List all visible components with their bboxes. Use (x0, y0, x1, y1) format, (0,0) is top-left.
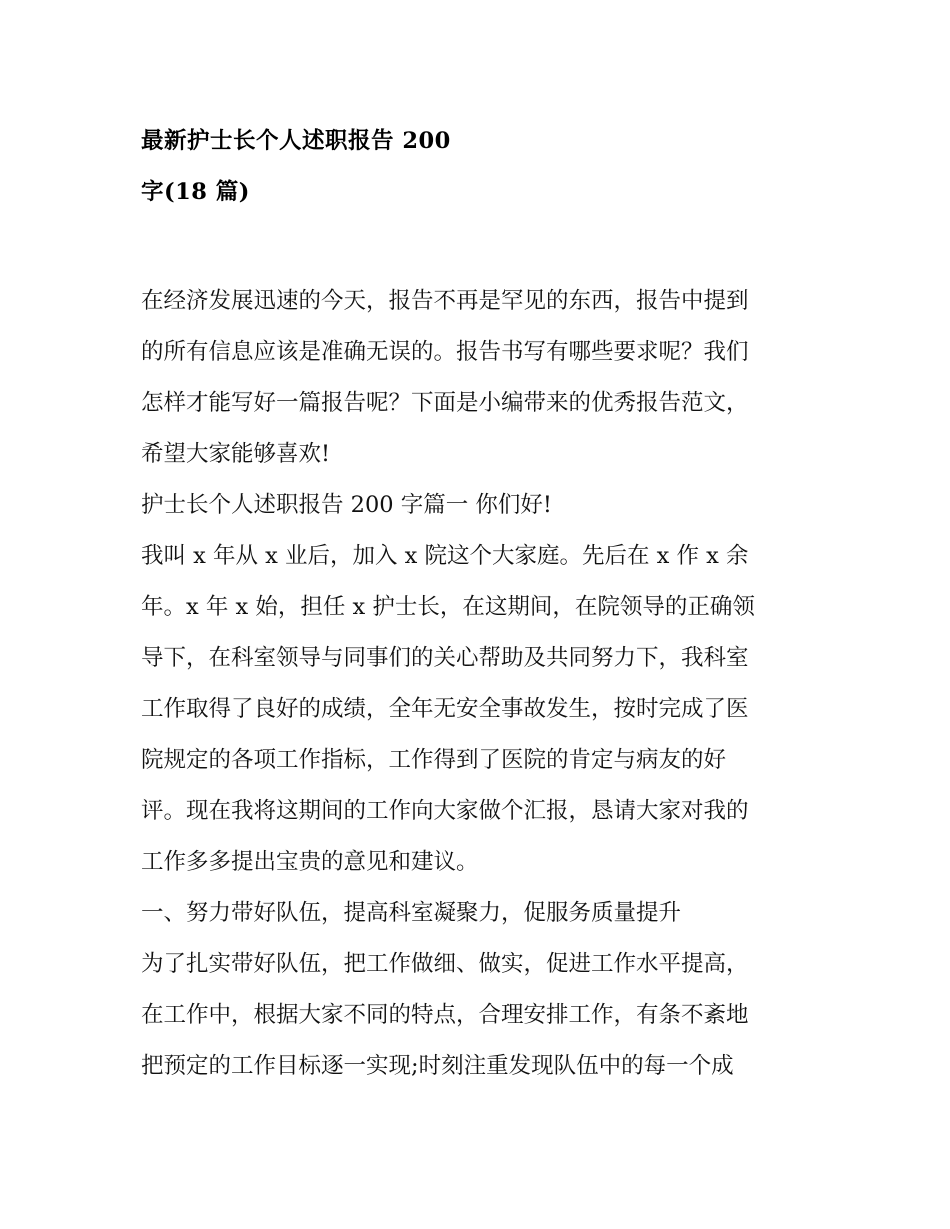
body-line: 工作取得了良好的成绩，全年无安全事故发生，按时完成了医 (141, 696, 749, 722)
intro-line: 怎样才能写好一篇报告呢？下面是小编带来的优秀报告范文， (141, 390, 749, 416)
document-body (141, 276, 831, 1092)
body-line: 为了扎实带好队伍，把工作做细、做实，促进工作水平提高， (141, 951, 749, 977)
document-title (141, 116, 831, 218)
body-line: 院规定的各项工作指标，工作得到了医院的肯定与病友的好 (141, 747, 727, 773)
body-line: 我叫 x 年从 x 业后，加入 x 院这个大家庭。先后在 x 作 x 余 (141, 543, 749, 569)
intro-line: 在经济发展迅速的今天，报告不再是罕见的东西，报告中提到 (141, 288, 749, 314)
section-heading-line: 护士长个人述职报告 200 字篇一 你们好! (141, 492, 552, 518)
title-line: 字(18 篇) (141, 179, 250, 205)
intro-line: 希望大家能够喜欢! (141, 441, 331, 467)
title-line: 最新护士长个人述职报告 200 (141, 128, 451, 154)
intro-line: 的所有信息应该是准确无误的。报告书写有哪些要求呢？我们 (141, 339, 749, 365)
body-line: 评。现在我将这期间的工作向大家做个汇报，恳请大家对我的 (141, 798, 749, 824)
subheading-line: 一、努力带好队伍，提高科室凝聚力，促服务质量提升 (141, 900, 682, 926)
body-line: 在工作中，根据大家不同的特点，合理安排工作，有条不紊地 (141, 1002, 749, 1028)
body-line: 导下，在科室领导与同事们的关心帮助及共同努力下，我科室 (141, 645, 749, 671)
body-line: 年。x 年 x 始，担任 x 护士长，在这期间，在院领导的正确领 (141, 594, 755, 620)
body-line: 工作多多提出宝贵的意见和建议。 (141, 849, 479, 875)
body-line: 把预定的工作目标逐一实现;时刻注重发现队伍中的每一个成 (141, 1053, 734, 1079)
